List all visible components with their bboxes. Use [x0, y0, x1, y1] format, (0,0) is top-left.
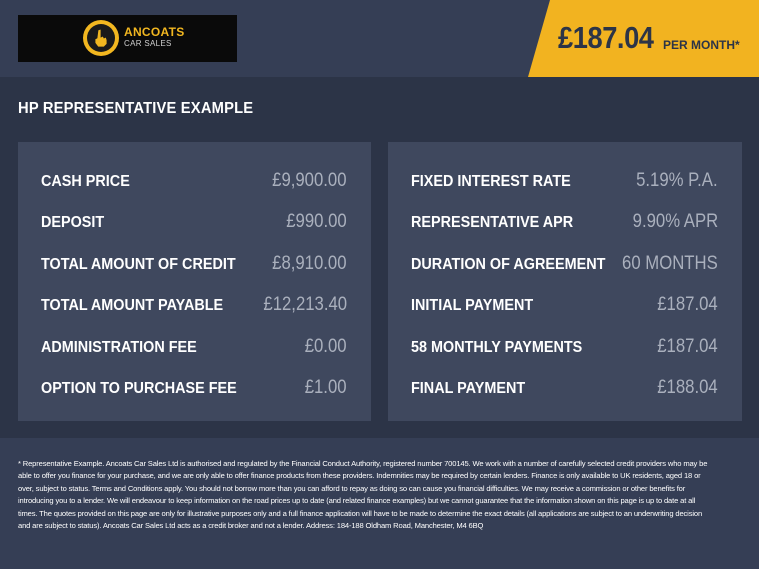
row-value: £1.00 [305, 377, 347, 398]
row-purchase-fee [18, 377, 371, 404]
section-title: HP REPRESENTATIVE EXAMPLE [18, 100, 254, 117]
logo-text [124, 26, 185, 48]
row-label: 58 MONTHLY PAYMENTS [411, 339, 583, 356]
row-label: DEPOSIT [41, 214, 105, 231]
row-label: TOTAL AMOUNT PAYABLE [41, 297, 224, 314]
row-value: £9,900.00 [272, 170, 347, 191]
row-label: REPRESENTATIVE APR [411, 214, 574, 231]
row-duration [388, 253, 742, 280]
row-value: 5.19% P.A. [636, 170, 718, 191]
row-value: £990.00 [286, 211, 347, 232]
row-value: £0.00 [305, 336, 347, 357]
row-cash-price [18, 170, 371, 197]
row-label: INITIAL PAYMENT [411, 297, 534, 314]
row-value: 60 MONTHS [622, 253, 718, 274]
row-label: CASH PRICE [41, 173, 130, 190]
row-total-credit [18, 253, 371, 280]
row-value: £188.04 [657, 377, 718, 398]
row-value: £187.04 [657, 336, 718, 357]
row-admin-fee [18, 336, 371, 363]
monthly-price-amount: £187.04 [558, 20, 654, 55]
finance-panel-left [18, 142, 371, 421]
disclaimer-text: * Representative Example. Ancoats Car Sales Ltd is authorised and regulated by the Financial Conduct Authority, registered number 700145. We work with a number of carefully selected credit providers who may be able to offer you finance for your purchase, and we are only able to offer finance products from these providers. Indemnities may be required by certain lenders. Finance is only available to UK residents, aged 18 or over, subject to status. Terms and Conditions apply. You should not borrow more than you can afford to repay as doing so can cause you financial difficulties. We may receive a commission or other benefits for introducing you to a lender. We will endeavour to keep information on the road prices up to date (and related finance examples) but we cannot guarantee that the information shown on this page is up to date at all times. The quotes provided on this page are only for illustrative purposes only and a full finance application will have to be made to determine the exact details (all applications are subject to an underwriting decision and are subject to status). Ancoats Car Sales Ltd acts as a credit broker and not a lender. Address: 184-188 Oldham Road, Manchester, M4 6BQ [18, 459, 708, 531]
row-label: DURATION OF AGREEMENT [411, 256, 606, 273]
row-initial-payment [388, 294, 742, 321]
row-final-payment [388, 377, 742, 404]
row-label: TOTAL AMOUNT OF CREDIT [41, 256, 236, 273]
row-label: FIXED INTEREST RATE [411, 173, 571, 190]
row-monthly-payments [388, 336, 742, 363]
row-deposit [18, 211, 371, 238]
finance-panel-right [388, 142, 742, 421]
row-value: £12,213.40 [263, 294, 347, 315]
monthly-price-unit: PER MONTH* [663, 38, 740, 52]
row-label: FINAL PAYMENT [411, 380, 526, 397]
row-apr [388, 211, 742, 238]
row-label: OPTION TO PURCHASE FEE [41, 380, 237, 397]
row-value: 9.90% APR [632, 211, 718, 232]
row-interest-rate [388, 170, 742, 197]
logo-badge [83, 20, 119, 56]
logo-name: ANCOATS [124, 25, 185, 39]
row-value: £187.04 [657, 294, 718, 315]
dealer-logo[interactable] [18, 15, 237, 62]
row-value: £8,910.00 [272, 253, 347, 274]
logo-subtitle: CAR SALES [124, 39, 172, 48]
row-label: ADMINISTRATION FEE [41, 339, 197, 356]
row-total-payable [18, 294, 371, 321]
hand-icon [87, 24, 115, 52]
